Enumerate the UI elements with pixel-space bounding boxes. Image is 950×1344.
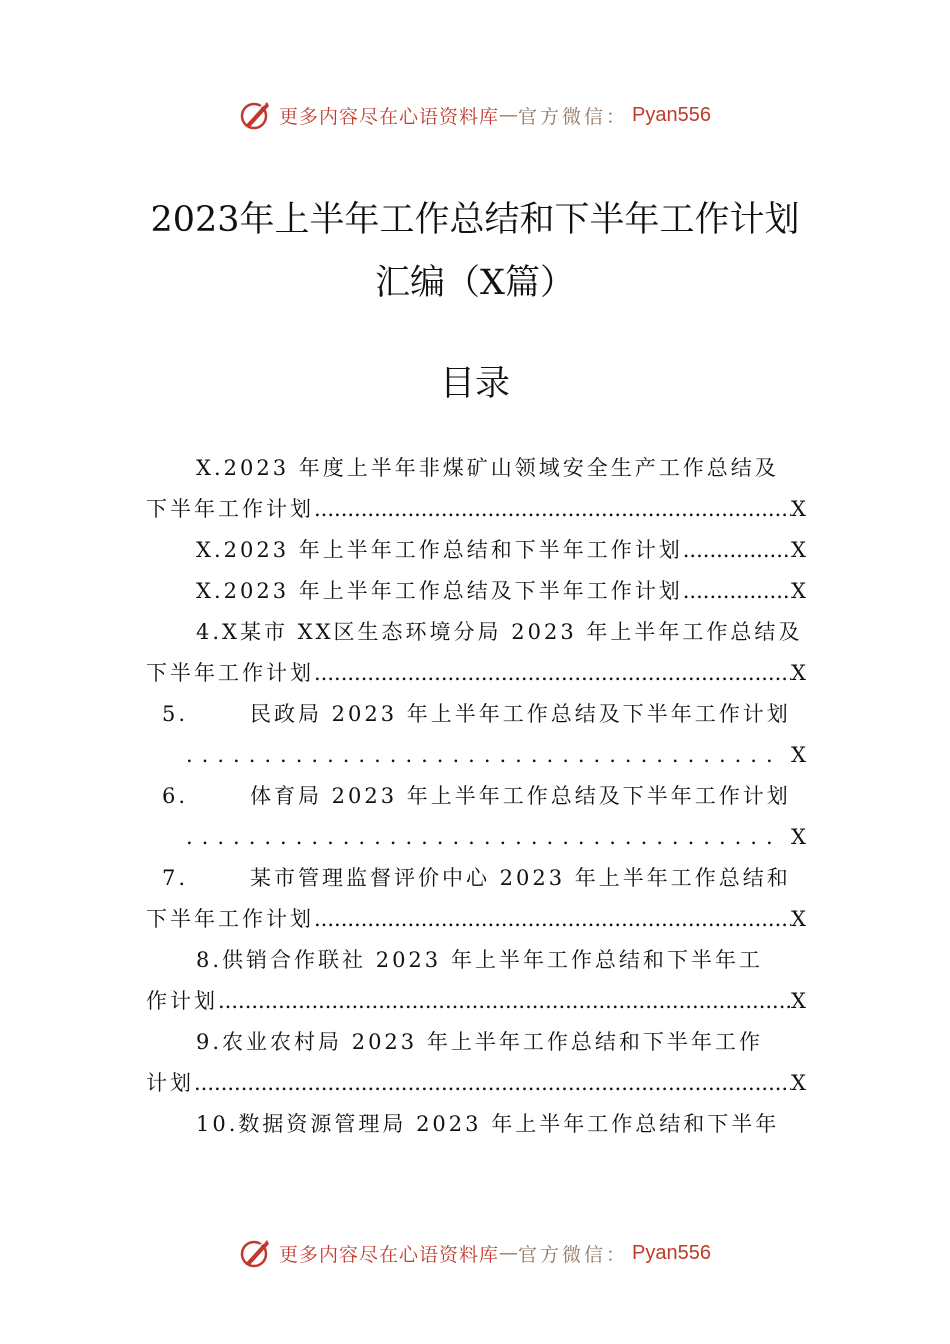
entry-title: 民政局 2023 年上半年工作总结及下半年工作计划 <box>250 702 791 726</box>
banner-wechat-id: Pyan556 <box>632 103 711 126</box>
leader-dots <box>162 817 781 858</box>
toc-entry-6[interactable] <box>146 776 806 817</box>
table-of-contents <box>146 448 806 1145</box>
toc-entry-7-cont[interactable]: 下半年工作计划 ..... X <box>146 899 806 940</box>
page-number: X <box>791 743 806 767</box>
toc-entry-3[interactable]: X.2023 年上半年工作总结及下半年工作计划 ..... X <box>146 571 806 612</box>
toc-entry-9[interactable]: 9.农业农村局 2023 年上半年工作总结和下半年工作 <box>196 1030 763 1054</box>
entry-title: 某市管理监督评价中心 2023 年上半年工作总结和 <box>250 866 791 890</box>
page-number: X <box>791 1071 806 1095</box>
banner-wechat-label: 官方微信： <box>518 105 629 128</box>
toc-entry-6-cont[interactable] <box>146 817 806 858</box>
toc-entry-4[interactable]: 4.X某市 XX区生态环境分局 2023 年上半年工作总结及 <box>196 620 803 644</box>
document-title-line-2: 汇编（X篇） <box>375 263 575 303</box>
banner-library-text: 更多内容尽在心语资料库 <box>279 105 500 128</box>
document-title-line-1: 2023年上半年工作总结和下半年工作计划 <box>150 200 800 240</box>
toc-entry-9-cont[interactable]: 计划 ..... X <box>146 1063 806 1104</box>
banner-library-text: 更多内容尽在心语资料库 <box>279 1243 500 1266</box>
page-number: X <box>791 538 806 562</box>
banner-separator: — <box>499 104 519 126</box>
banner-wechat-label: 官方微信： <box>518 1243 629 1266</box>
leader-dots <box>314 899 791 940</box>
leader-dots <box>194 1063 791 1104</box>
leader-dots <box>314 653 791 694</box>
toc-entry-10[interactable]: 10.数据资源管理局 2023 年上半年工作总结和下半年 <box>196 1112 780 1136</box>
page-number: X <box>791 579 806 603</box>
footer-banner <box>0 1233 950 1273</box>
entry-title: 体育局 2023 年上半年工作总结及下半年工作计划 <box>250 784 791 808</box>
entry-number: 5. <box>162 702 189 726</box>
quill-logo-icon <box>239 1236 273 1270</box>
toc-entry-5-cont[interactable] <box>146 735 806 776</box>
toc-entry-1-cont[interactable]: 下半年工作计划 ..... X <box>146 489 806 530</box>
page-number: X <box>791 907 806 931</box>
leader-dots <box>683 530 791 571</box>
toc-entry-5[interactable] <box>146 694 806 735</box>
banner-wechat-id: Pyan556 <box>632 1241 711 1264</box>
toc-entry-4-cont[interactable]: 下半年工作计划 ..... X <box>146 653 806 694</box>
header-banner <box>0 95 950 135</box>
leader-dots <box>683 571 791 612</box>
leader-dots <box>218 981 791 1022</box>
toc-entry-2[interactable]: X.2023 年上半年工作总结和下半年工作计划 ..... X <box>146 530 806 571</box>
page-number: X <box>791 497 806 521</box>
leader-dots <box>162 735 781 776</box>
toc-entry-8[interactable]: 8.供销合作联社 2023 年上半年工作总结和下半年工 <box>196 948 763 972</box>
page-number: X <box>791 825 806 849</box>
toc-entry-8-cont[interactable]: 作计划 ..... X <box>146 981 806 1022</box>
page-number: X <box>791 989 806 1013</box>
quill-logo-icon <box>239 98 273 132</box>
banner-separator: — <box>499 1242 519 1264</box>
toc-heading: 目录 <box>439 364 510 404</box>
leader-dots <box>314 489 791 530</box>
toc-entry-1[interactable]: X.2023 年度上半年非煤矿山领域安全生产工作总结及 <box>196 456 779 480</box>
entry-number: 6. <box>162 784 189 808</box>
toc-entry-7[interactable] <box>146 858 806 899</box>
page-number: X <box>791 661 806 685</box>
entry-number: 7. <box>162 866 189 890</box>
